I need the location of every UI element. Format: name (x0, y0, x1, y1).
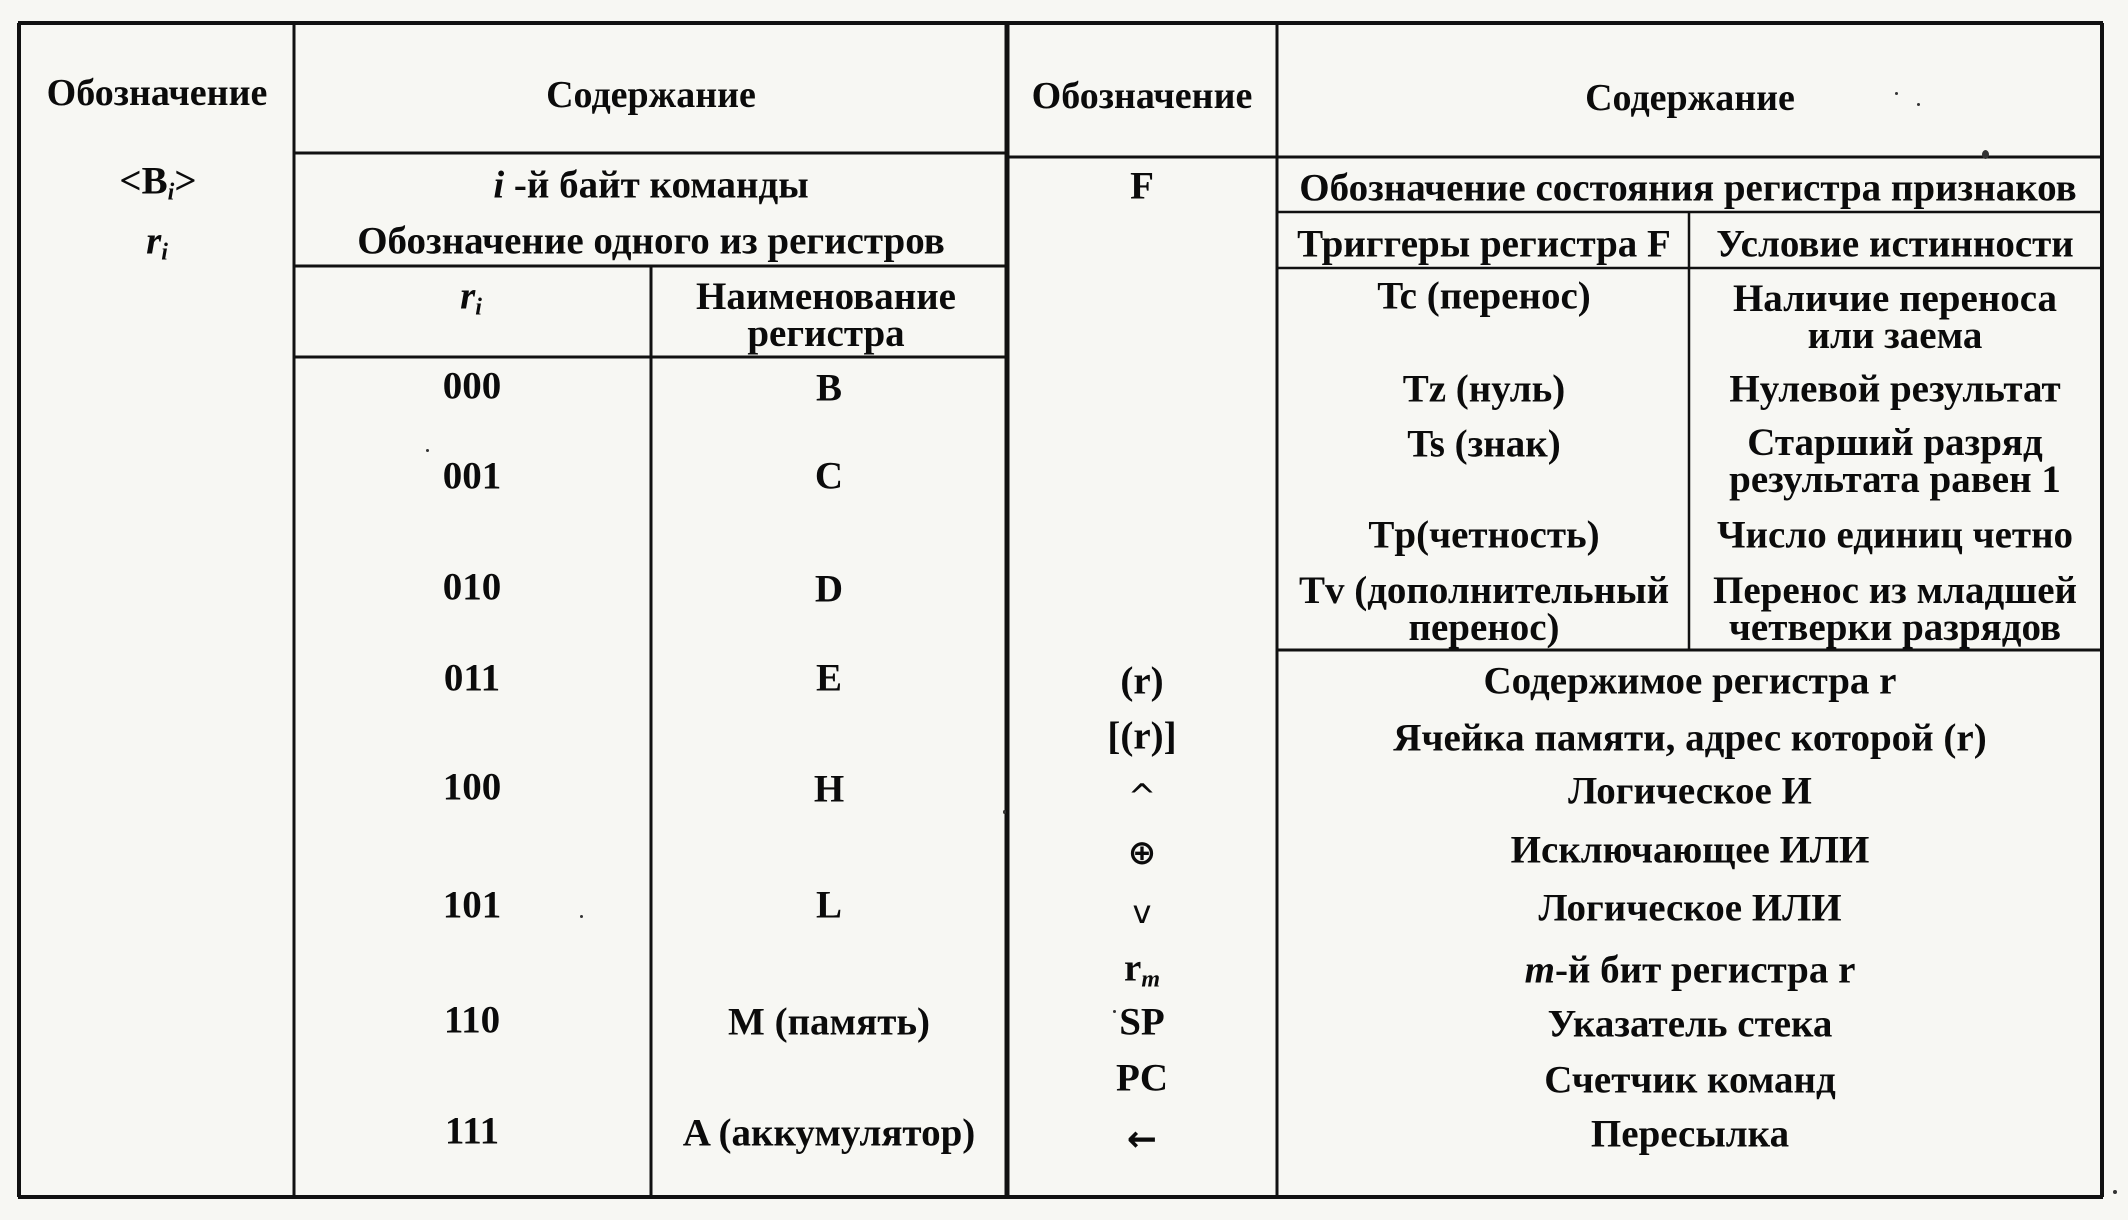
flag-condition-line: или заема (1807, 314, 1983, 357)
flag-description: Обозначение состояния регистра признаков (1299, 166, 2077, 210)
notation-symbol: PC (1116, 1056, 1168, 1100)
notation-symbol: SP (1119, 1000, 1165, 1044)
bit-symbol-index: m (1141, 966, 1160, 993)
subheader-code-base: r (460, 274, 476, 318)
subheader-name-line1: Наименование (696, 275, 956, 318)
register-name: A (аккумулятор) (682, 1111, 976, 1155)
notation-description: Логическое ИЛИ (1538, 886, 1842, 930)
notation-symbol-and: ^ (1127, 777, 1157, 817)
notation-symbol-bit (1124, 946, 1160, 993)
register-name: C (814, 454, 844, 498)
notation-description: Логическое И (1568, 769, 1812, 813)
register-name: M (память) (728, 1000, 930, 1044)
notation-symbol: [(r)] (1107, 714, 1177, 758)
header-left-symbol: Обозначение (46, 72, 268, 114)
flag-trigger-header: Триггеры регистра F (1297, 222, 1671, 266)
register-code: 101 (442, 883, 502, 927)
register-symbol-base: r (146, 219, 162, 263)
flag-condition (1732, 277, 2058, 357)
subheader-name-line2: регистра (747, 312, 905, 355)
flag-condition-line: четверки разрядов (1728, 606, 2062, 649)
register-code: 010 (442, 565, 502, 609)
flag-condition: Нулевой результат (1729, 367, 2061, 411)
flag-condition: Число единиц четно (1716, 513, 2074, 557)
notation-symbol-xor: ⊕ (1127, 833, 1157, 873)
notation-description: Пересылка (1590, 1112, 1790, 1156)
subheader-code-index: i (475, 294, 482, 321)
flag-trigger: Ts (знак) (1407, 422, 1561, 466)
flag-trigger-line: перенос) (1408, 606, 1560, 649)
scan-speck (1982, 150, 1989, 159)
byte-symbol (119, 159, 197, 206)
byte-desc-text: -й байт команды (504, 163, 809, 207)
notation-symbol-arrow: ← (1126, 1119, 1158, 1160)
notation-description: Ячейка памяти, адрес которой (r) (1393, 716, 1987, 760)
scan-speck (1113, 1010, 1116, 1013)
scan-speck (1917, 103, 1920, 106)
flag-condition-line: Перенос из младшей (1713, 569, 2077, 612)
register-name: H (813, 767, 845, 811)
register-code: 011 (443, 656, 501, 700)
flag-condition-header: Условие истинности (1716, 222, 2074, 266)
byte-description (493, 163, 809, 207)
scan-speck (426, 449, 429, 452)
register-name: E (815, 656, 843, 700)
register-code: 100 (442, 765, 502, 809)
byte-symbol-index: i (167, 179, 175, 206)
byte-desc-index: i (493, 163, 505, 207)
register-code: 110 (443, 998, 501, 1042)
byte-symbol-close: > (174, 159, 197, 203)
scan-speck (1003, 810, 1006, 814)
notation-description (1524, 948, 1856, 992)
byte-symbol-base: <B (119, 159, 168, 203)
flag-condition-line: Наличие переноса (1732, 277, 2058, 320)
subheader-register-name (696, 275, 956, 355)
header-right-symbol: Обозначение (1031, 75, 1253, 117)
notation-description: Исключающее ИЛИ (1510, 828, 1870, 872)
register-symbol-index: i (161, 239, 168, 266)
header-right-content: Содержание (1585, 77, 1795, 119)
notation-symbol: (r) (1120, 659, 1164, 703)
scan-speck (580, 915, 583, 918)
flag-trigger: Tc (перенос) (1377, 274, 1591, 318)
register-name: B (815, 366, 843, 410)
notation-symbol-or: v (1132, 893, 1152, 931)
register-code: 000 (442, 364, 502, 408)
notation-description: Указатель стека (1547, 1002, 1833, 1046)
flag-condition (1713, 569, 2077, 649)
flag-symbol: F (1130, 164, 1154, 208)
register-description: Обозначение одного из регистров (357, 219, 945, 263)
register-name: D (814, 567, 844, 611)
subheader-code (460, 274, 482, 321)
bit-symbol-base: r (1124, 946, 1142, 990)
register-symbol (146, 219, 168, 266)
scan-speck (2113, 1190, 2117, 1194)
flag-trigger: Tp(четность) (1368, 513, 1600, 557)
register-code: 001 (442, 454, 502, 498)
bit-desc-text: -й бит регистра r (1554, 948, 1856, 992)
notation-description: Счетчик команд (1544, 1058, 1836, 1102)
register-code: 111 (444, 1109, 500, 1153)
flag-trigger (1298, 569, 1670, 649)
notation-description: Содержимое регистра r (1483, 659, 1897, 703)
flag-trigger: Tz (нуль) (1402, 367, 1566, 411)
flag-condition-line: результата равен 1 (1729, 458, 2061, 501)
header-left-content: Содержание (546, 74, 756, 116)
flag-condition (1729, 421, 2061, 501)
register-name: L (815, 883, 843, 927)
flag-condition-line: Старший разряд (1747, 421, 2043, 464)
scan-speck (1895, 92, 1898, 95)
bit-desc-index: m (1524, 948, 1555, 992)
flag-trigger-line: Tv (дополнительный (1298, 569, 1670, 612)
